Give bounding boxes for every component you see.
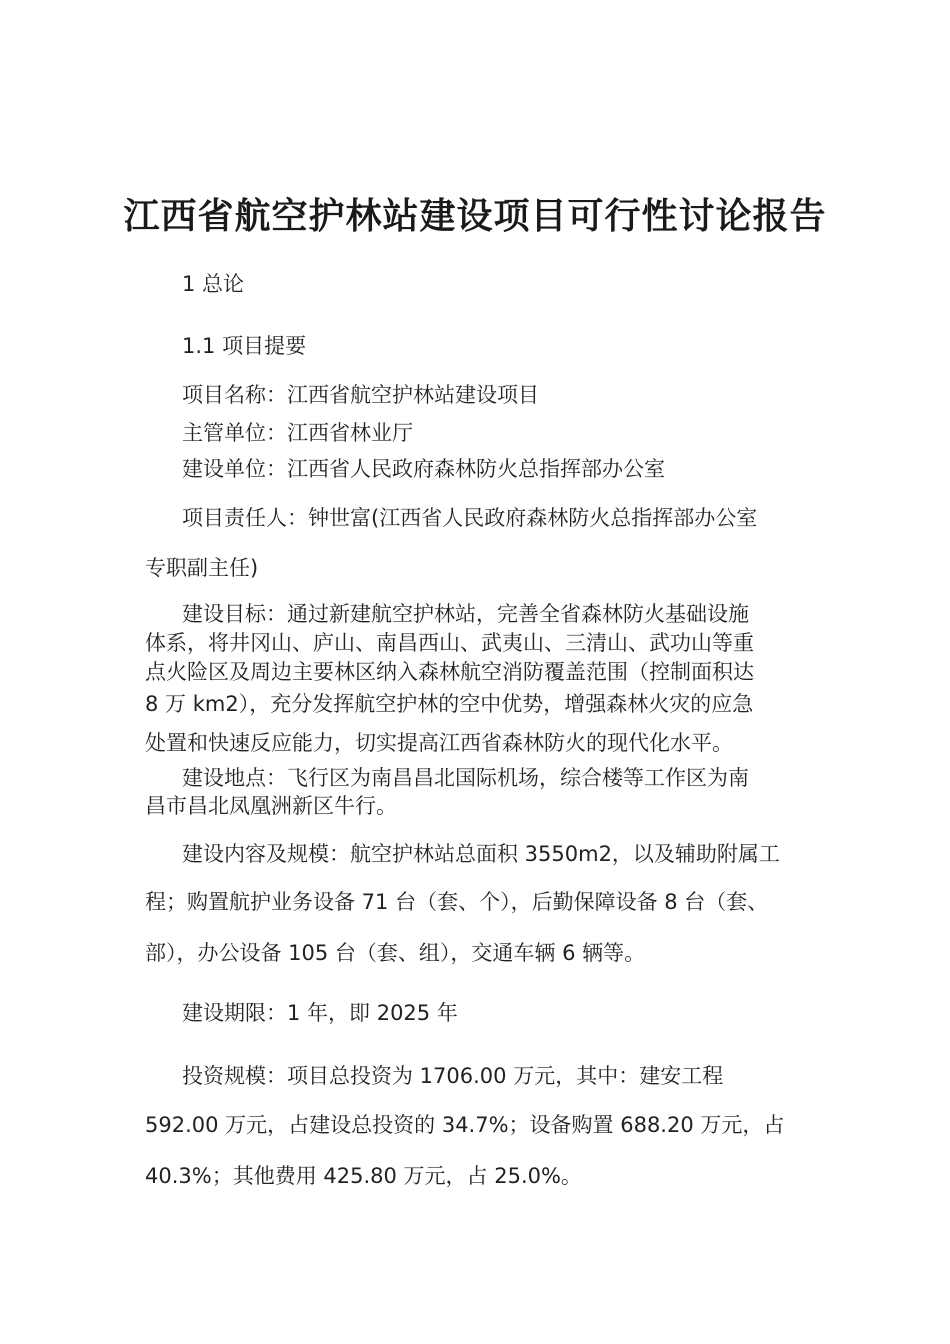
scale-line: 程；购置航护业务设备 71 台（套、个），后勤保障设备 8 台（套、 <box>145 890 769 914</box>
investment-line: 592.00 万元，占建设总投资的 34.7%；设备购置 688.20 万元，占 <box>145 1113 785 1137</box>
goal-line: 点火险区及周边主要林区纳入森林航空消防覆盖范围（控制面积达 <box>145 660 754 684</box>
goal-line: 体系，将井冈山、庐山、南昌西山、武夷山、三清山、武功山等重 <box>145 631 754 655</box>
responsible-line-2: 专职副主任) <box>145 556 259 580</box>
supervisor-line: 主管单位：江西省林业厅 <box>182 421 413 445</box>
investment-line: 40.3%；其他费用 425.80 万元，占 25.0%。 <box>145 1164 582 1188</box>
goal-line: 8 万 km2），充分发挥航空护林的空中优势，增强森林火灾的应急 <box>145 692 754 716</box>
location-line: 昌市昌北凤凰洲新区牛行。 <box>145 794 397 818</box>
period-line: 建设期限：1 年，即 2025 年 <box>182 1001 458 1025</box>
section-heading-1: 1 总论 <box>182 272 245 296</box>
investment-line: 投资规模：项目总投资为 1706.00 万元，其中：建安工程 <box>182 1064 724 1088</box>
document-title: 江西省航空护林站建设项目可行性讨论报告 <box>123 196 827 237</box>
location-line: 建设地点：飞行区为南昌昌北国际机场，综合楼等工作区为南 <box>182 766 749 790</box>
responsible-line-1: 项目责任人：钟世富(江西省人民政府森林防火总指挥部办公室 <box>182 506 758 530</box>
scale-line: 部），办公设备 105 台（套、组），交通车辆 6 辆等。 <box>145 941 646 965</box>
goal-line: 处置和快速反应能力，切实提高江西省森林防火的现代化水平。 <box>145 731 733 755</box>
section-heading-1-1: 1.1 项目提要 <box>182 334 307 358</box>
scale-line: 建设内容及规模：航空护林站总面积 3550m2，以及辅助附属工 <box>182 842 780 866</box>
goal-line: 建设目标：通过新建航空护林站，完善全省森林防火基础设施 <box>182 602 749 626</box>
project-name-line: 项目名称：江西省航空护林站建设项目 <box>182 383 539 407</box>
builder-line: 建设单位：江西省人民政府森林防火总指挥部办公室 <box>182 457 665 481</box>
